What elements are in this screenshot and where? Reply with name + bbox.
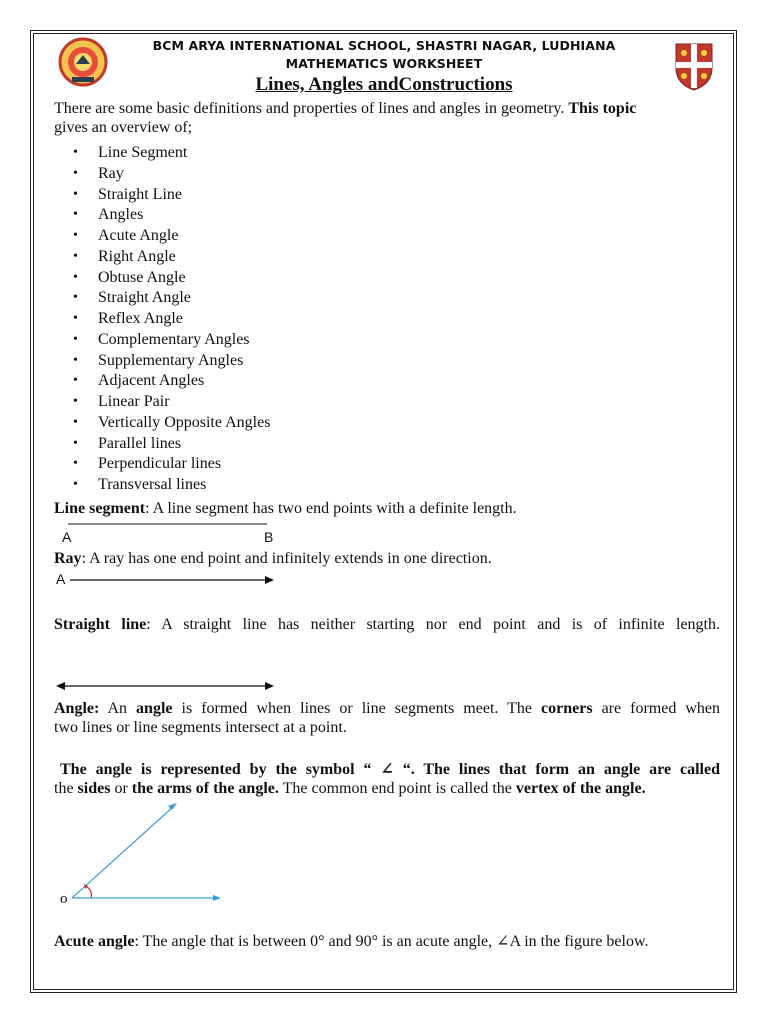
topic-list (54, 143, 270, 496)
vertex-label: o (60, 891, 68, 907)
angle-symbol-line-2 (54, 779, 720, 798)
straight-line-definition (54, 615, 720, 634)
angle-definition-line-1 (54, 699, 720, 718)
symbol-text-2: or (110, 780, 132, 797)
list-item: • Adjacent Angles (54, 371, 270, 392)
acute-text: : The angle that is between 0° and 90° is an acute angle, ∠A in the figure below. (134, 933, 649, 950)
list-item: • Acute Angle (54, 226, 270, 247)
list-item: • Right Angle (54, 247, 270, 268)
symbol-text-3: The common end point is called the (278, 780, 516, 797)
list-item: • Parallel lines (54, 434, 270, 455)
line-segment-figure (60, 520, 280, 528)
angle-symbol-line-1 (54, 760, 720, 779)
straight-line-figure (54, 680, 278, 692)
list-item: • Line Segment (54, 143, 270, 164)
list-item: • Transversal lines (54, 475, 270, 496)
segment-label-b: B (264, 529, 274, 545)
list-item: • Vertically Opposite Angles (54, 413, 270, 434)
list-item: • Linear Pair (54, 392, 270, 413)
symbol-bold-1: The angle is represented by the symbol “ ∠ “. The lines that form an angle are called (60, 761, 720, 778)
ray-label-a: A (56, 571, 66, 587)
symbol-bold-2: sides (77, 780, 111, 797)
acute-term: Acute angle (54, 933, 135, 950)
intro-bold: This topic (568, 100, 637, 117)
line-segment-term: Line segment (54, 500, 146, 517)
list-item: • Straight Line (54, 185, 270, 206)
angle-figure (60, 800, 230, 910)
worksheet-label: MATHEMATICS WORKSHEET (285, 56, 483, 71)
angle-text-2: is formed when lines or line segments meet. The (172, 700, 542, 717)
angle-text-1: An (99, 700, 137, 717)
symbol-text-1: the (54, 780, 78, 797)
ray-definition (54, 549, 720, 568)
ray-figure (68, 574, 278, 586)
segment-label-a: A (62, 529, 72, 545)
angle-definition (54, 699, 720, 737)
list-item: • Ray (54, 164, 270, 185)
list-item: • Angles (54, 205, 270, 226)
straight-line-text: : A straight line has neither starting nor end point and is of infinite length. (146, 616, 720, 633)
list-item: • Supplementary Angles (54, 351, 270, 372)
symbol-bold-4: vertex of the angle. (515, 780, 646, 797)
angle-symbol-paragraph (54, 760, 720, 798)
list-item: • Straight Angle (54, 288, 270, 309)
line-segment-text: : A line segment has two end points with a definite length. (145, 500, 517, 517)
school-name: BCM ARYA INTERNATIONAL SCHOOL, SHASTRI NAGAR, LUDHIANA (152, 38, 616, 53)
intro-text: There are some basic definitions and properties of lines and angles in geometry. (54, 100, 569, 117)
angle-text-3: are formed when (592, 700, 721, 717)
intro-text-2: gives an overview of; (54, 119, 193, 136)
page-title: Lines, Angles andConstructions (255, 74, 513, 95)
list-item: • Reflex Angle (54, 309, 270, 330)
list-item: • Complementary Angles (54, 330, 270, 351)
angle-bold-1: angle (136, 700, 173, 717)
intro-paragraph (54, 99, 720, 137)
list-item: • Obtuse Angle (54, 268, 270, 289)
angle-bold-2: corners (541, 700, 593, 717)
acute-angle-definition (54, 932, 720, 951)
symbol-bold-3: the arms of the angle. (131, 780, 279, 797)
straight-line-term: Straight line (54, 616, 147, 633)
list-item: • Perpendicular lines (54, 454, 270, 475)
angle-term: Angle: (54, 700, 100, 717)
ray-text: : A ray has one end point and infinitely extends in one direction. (81, 550, 492, 567)
line-segment-definition (54, 499, 720, 518)
ray-term: Ray (54, 550, 82, 567)
angle-definition-line-2: two lines or line segments intersect at a point. (54, 719, 347, 736)
